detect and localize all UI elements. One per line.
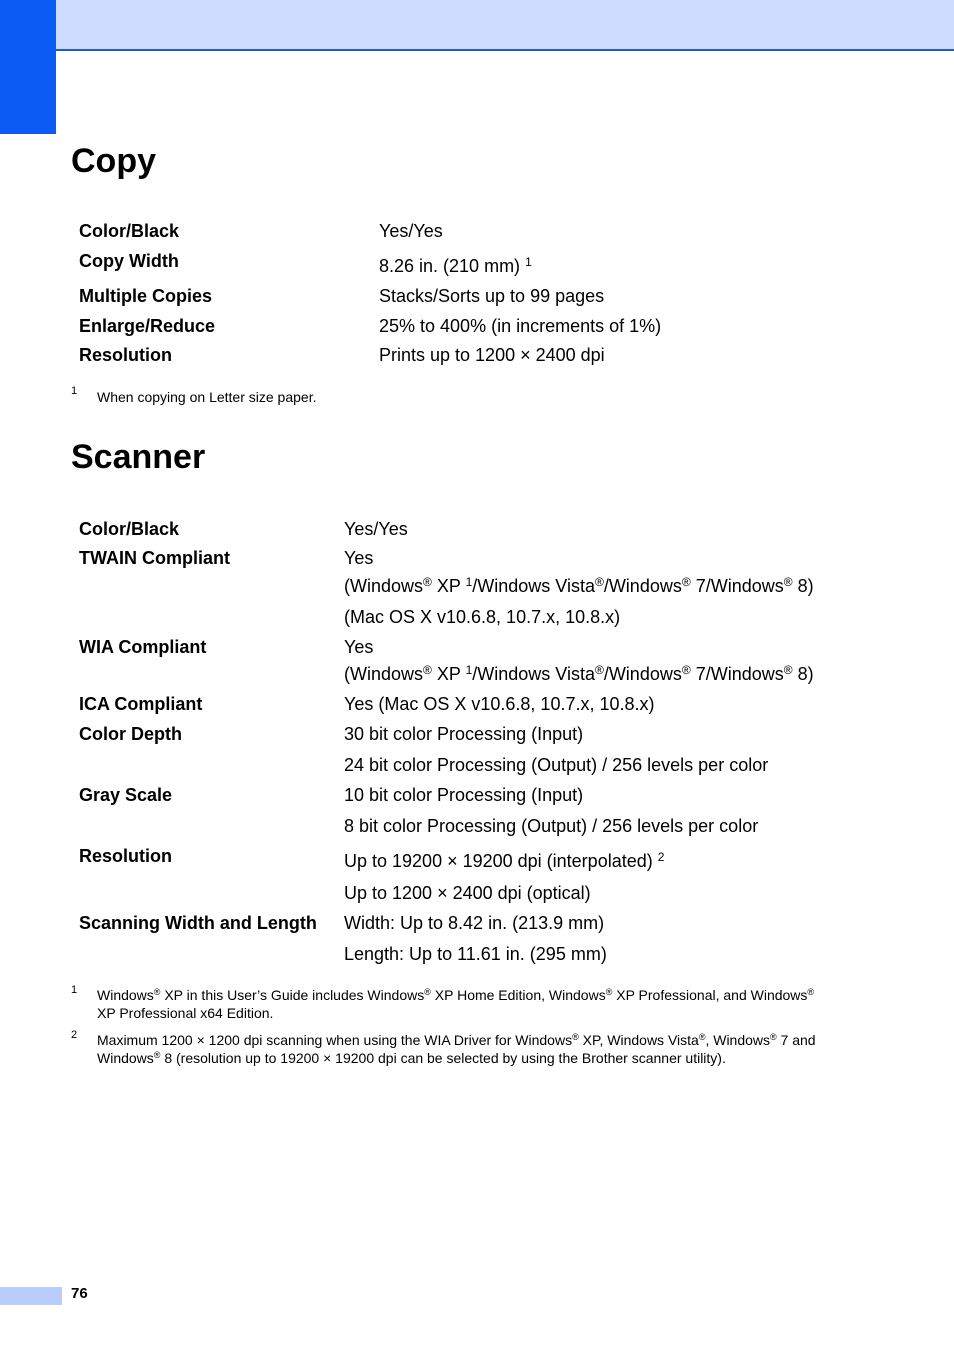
enlarge-reduce-value: 25% to 400% (in increments of 1%): [379, 316, 662, 336]
footnote-ref: 1: [525, 255, 532, 269]
scanner-footnote-1-number: 1: [71, 984, 78, 996]
copy-color-black-value: Yes/Yes: [379, 221, 443, 241]
scanner-footnote-2: Maximum 1200 × 1200 dpi scanning when using the WIA Driver for Windows® XP, Windows Vista®, Windows® 7 and Windows® 8 (resolution up to 19200 × 19200 dpi can be selected by using the Brother scanner utility).: [97, 1032, 816, 1066]
twain-windows-value: (Windows® XP $^1$/Windows Vista®/Windows® 7/Windows® 8): [344, 575, 814, 596]
copy-width-label: Copy Width: [79, 251, 179, 271]
copy-heading: Copy: [71, 142, 156, 180]
ica-value: Yes (Mac OS X v10.6.8, 10.7.x, 10.8.x): [344, 694, 655, 714]
page-number: 76: [71, 1285, 88, 1302]
resolution-optical-value: Up to 1200 × 2400 dpi (optical): [344, 883, 591, 903]
multiple-copies-value: Stacks/Sorts up to 99 pages: [379, 286, 605, 306]
twain-label: TWAIN Compliant: [79, 548, 230, 568]
multiple-copies-label: Multiple Copies: [79, 286, 213, 306]
gray-scale-input-value: 10 bit color Processing (Input): [344, 785, 584, 805]
footnote-ref: 2: [657, 850, 665, 864]
header-band: [0, 0, 954, 51]
copy-width-value: 8.26 in. (210 mm) $^1$: [379, 255, 532, 276]
color-depth-input-value: 30 bit color Processing (Input): [344, 724, 584, 744]
twain-yes-value: Yes: [344, 548, 374, 568]
resolution-interpolated-value: Up to 19200 × 19200 dpi (interpolated) $^2$: [344, 850, 665, 871]
copy-footnote-number: 1: [71, 385, 78, 397]
chapter-tab: [0, 0, 56, 134]
twain-mac-value: (Mac OS X v10.6.8, 10.7.x, 10.8.x): [344, 607, 621, 627]
scan-width-value: Width: Up to 8.42 in. (213.9 mm): [344, 913, 605, 933]
copy-resolution-label: Resolution: [79, 345, 172, 365]
color-depth-label: Color Depth: [79, 724, 182, 744]
copy-resolution-value: Prints up to 1200 × 2400 dpi: [379, 345, 605, 365]
footer-tab: [0, 1287, 62, 1305]
copy-color-black-label: Color/Black: [79, 221, 180, 241]
wia-yes-value: Yes: [344, 637, 374, 657]
ica-label: ICA Compliant: [79, 694, 203, 714]
gray-scale-output-value: 8 bit color Processing (Output) / 256 levels per color: [344, 816, 759, 836]
copy-footnote: When copying on Letter size paper.: [97, 389, 317, 405]
wia-windows-value: (Windows® XP $^1$/Windows Vista®/Windows® 7/Windows® 8): [344, 663, 814, 684]
scanner-footnote-2-number: 2: [71, 1029, 78, 1041]
color-depth-output-value: 24 bit color Processing (Output) / 256 levels per color: [344, 755, 769, 775]
scan-length-value: Length: Up to 11.61 in. (295 mm): [344, 944, 607, 964]
scan-color-black-label: Color/Black: [79, 519, 180, 539]
gray-scale-label: Gray Scale: [79, 785, 173, 805]
scanner-footnote-1: Windows® XP in this User’s Guide includes Windows® XP Home Edition, Windows® XP Professional, and Windows® XP Professional x64 Edition.: [97, 987, 815, 1021]
enlarge-reduce-label: Enlarge/Reduce: [79, 316, 216, 336]
scan-width-length-label: Scanning Width and Length: [79, 913, 317, 933]
scan-color-black-value: Yes/Yes: [344, 519, 408, 539]
scanner-heading: Scanner: [71, 438, 206, 476]
wia-label: WIA Compliant: [79, 637, 207, 657]
scan-resolution-label: Resolution: [79, 846, 172, 866]
